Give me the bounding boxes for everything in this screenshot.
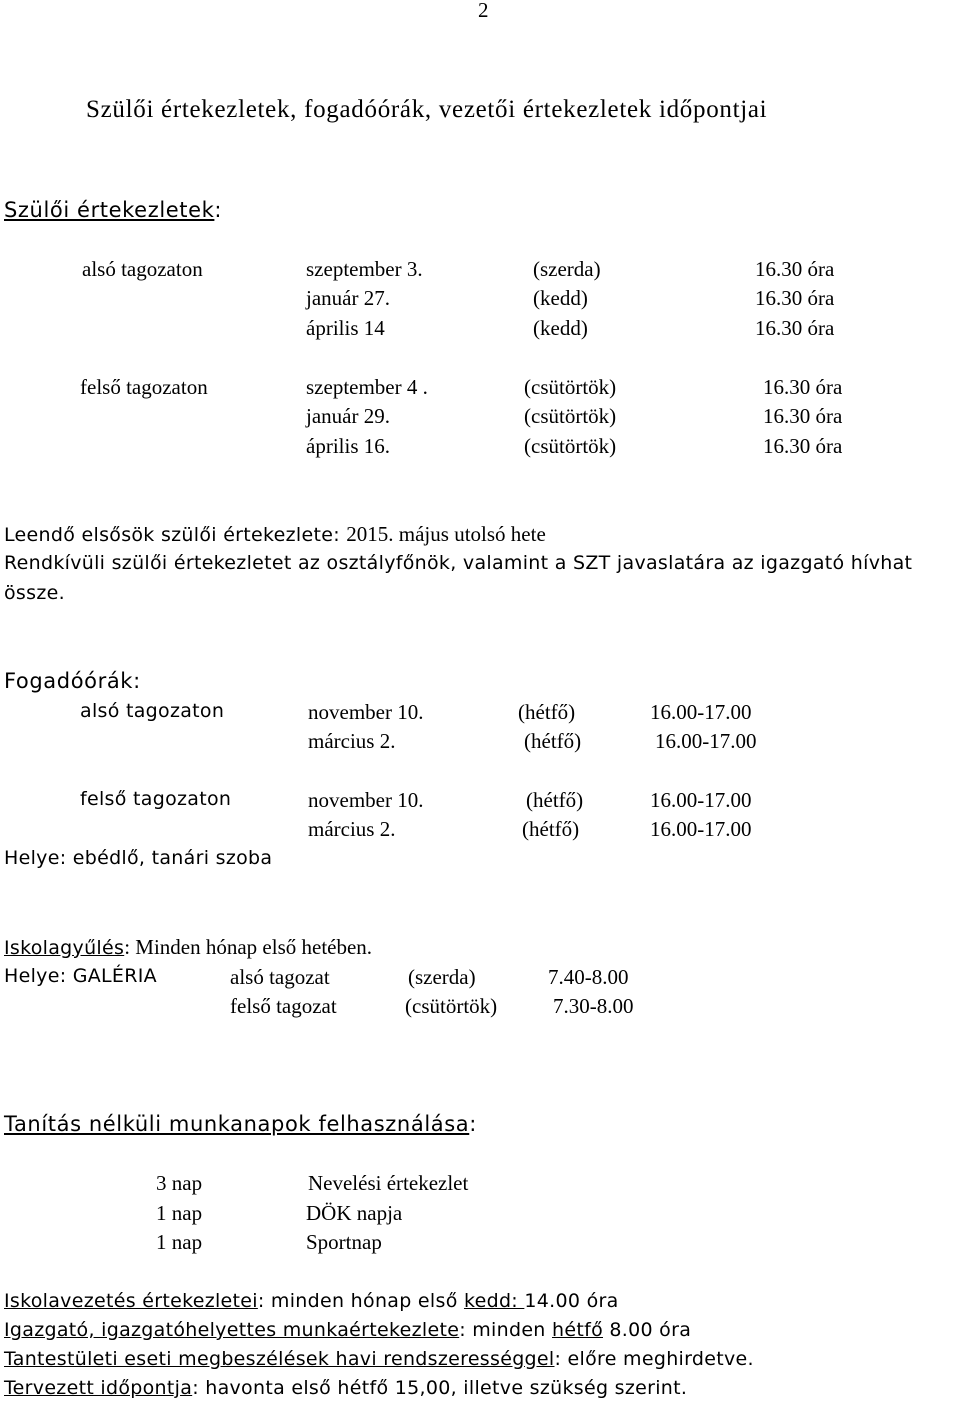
non-teaching-heading xyxy=(4,1114,477,1135)
parent-lower-date-3: április 14 xyxy=(306,316,385,340)
office-lower-time-1: 16.00-17.00 xyxy=(650,700,752,724)
parent-lower-day-3: (kedd) xyxy=(533,316,588,340)
parent-upper-day-2: (csütörtök) xyxy=(524,404,617,428)
assembly-time-1: 7.40-8.00 xyxy=(548,965,629,989)
parent-lower-time-3: 16.30 óra xyxy=(755,316,835,340)
management-text2-2: 8.00 óra xyxy=(603,1319,692,1341)
parent-lower-day-1: (szerda) xyxy=(533,257,601,281)
management-label-3: Tantestületi eseti megbeszélések havi rendszerességgel xyxy=(4,1348,555,1370)
assembly-group-2: felső tagozat xyxy=(230,994,337,1018)
non-teaching-count-2: 1 nap xyxy=(156,1201,203,1225)
management-line-2 xyxy=(4,1321,691,1340)
assembly-day-2: (csütörtök) xyxy=(405,994,498,1018)
parent-upper-date-1: szeptember 4 . xyxy=(306,375,428,399)
parent-upper-date-2: január 29. xyxy=(306,404,390,428)
office-upper-label: felső tagozaton xyxy=(80,788,232,810)
office-upper-date-1: november 10. xyxy=(308,788,424,812)
management-text-1: : minden hónap első xyxy=(257,1290,464,1312)
management-label-4: Tervezett időpontja xyxy=(4,1377,193,1399)
office-upper-time-1: 16.00-17.00 xyxy=(650,788,752,812)
non-teaching-count-3: 1 nap xyxy=(156,1230,203,1254)
office-lower-label: alsó tagozaton xyxy=(80,700,225,722)
non-teaching-heading-colon: : xyxy=(469,1112,477,1136)
management-label-2: Igazgató, igazgatóhelyettes munkaértekezlete xyxy=(4,1319,460,1341)
management-text2-1: 14.00 óra xyxy=(524,1290,619,1312)
page-number: 2 xyxy=(478,0,489,22)
assembly-line xyxy=(4,937,372,958)
assembly-group-1: alsó tagozat xyxy=(230,965,330,989)
management-line-3 xyxy=(4,1350,754,1369)
office-hours-heading xyxy=(4,671,141,692)
parent-meetings-heading-text: Szülői értekezletek xyxy=(4,198,215,222)
parent-upper-time-1: 16.30 óra xyxy=(763,375,843,399)
office-lower-date-1: november 10. xyxy=(308,700,424,724)
parent-lower-date-2: január 27. xyxy=(306,286,390,310)
assembly-time-2: 7.30-8.00 xyxy=(553,994,634,1018)
parent-meetings-heading xyxy=(4,200,222,221)
management-label-1: Iskolavezetés értekezletei xyxy=(4,1290,258,1312)
assembly-text: : Minden hónap első hetében. xyxy=(124,935,373,959)
assembly-place: Helye: GALÉRIA xyxy=(4,965,157,987)
extraordinary-meeting-line-2: össze. xyxy=(4,582,65,604)
non-teaching-name-2: DÖK napja xyxy=(306,1201,403,1225)
office-lower-date-2: március 2. xyxy=(308,729,396,753)
management-text-4: : havonta első hétfő 15,00, illetve szükség szerint. xyxy=(192,1377,688,1399)
parent-lower-time-1: 16.30 óra xyxy=(755,257,835,281)
office-lower-time-2: 16.00-17.00 xyxy=(655,729,757,753)
non-teaching-heading-text: Tanítás nélküli munkanapok felhasználása xyxy=(4,1112,470,1136)
parent-upper-day-3: (csütörtök) xyxy=(524,434,617,458)
parent-upper-day-1: (csütörtök) xyxy=(524,375,617,399)
parent-lower-date-1: szeptember 3. xyxy=(306,257,423,281)
office-hours-heading-colon: : xyxy=(133,669,141,693)
parent-upper-time-2: 16.30 óra xyxy=(763,404,843,428)
parent-lower-time-2: 16.30 óra xyxy=(755,286,835,310)
management-line-4 xyxy=(4,1379,687,1398)
management-text-3: : előre meghirdetve. xyxy=(554,1348,754,1370)
office-lower-day-2: (hétfő) xyxy=(524,729,582,753)
office-upper-day-2: (hétfő) xyxy=(522,817,580,841)
assembly-heading: Iskolagyűlés xyxy=(4,937,125,959)
assembly-day-1: (szerda) xyxy=(408,965,476,989)
non-teaching-name-3: Sportnap xyxy=(306,1230,382,1254)
management-label2-2: hétfő xyxy=(552,1319,603,1341)
future-first-graders-date: 2015. május utolsó hete xyxy=(346,522,546,546)
future-first-graders-note xyxy=(4,524,546,545)
office-lower-day-1: (hétfő) xyxy=(518,700,576,724)
management-line-1 xyxy=(4,1292,619,1311)
parent-meetings-heading-colon: : xyxy=(214,198,223,222)
future-first-graders-label: Leendő elsősök szülői értekezlete: xyxy=(4,524,347,546)
parent-upper-date-3: április 16. xyxy=(306,434,390,458)
office-hours-heading-text: Fogadóórák xyxy=(4,669,134,693)
non-teaching-count-1: 3 nap xyxy=(156,1171,203,1195)
non-teaching-name-1: Nevelési értekezlet xyxy=(308,1171,469,1195)
parent-lower-day-2: (kedd) xyxy=(533,286,588,310)
management-text-2: : minden xyxy=(459,1319,552,1341)
management-label2-1: kedd: xyxy=(463,1290,525,1312)
office-upper-time-2: 16.00-17.00 xyxy=(650,817,752,841)
parent-lower-label: alsó tagozaton xyxy=(82,257,203,281)
page-title: Szülői értekezletek, fogadóórák, vezetői értekezletek időpontjai xyxy=(86,96,768,123)
parent-upper-time-3: 16.30 óra xyxy=(763,434,843,458)
extraordinary-meeting-line-1: Rendkívüli szülői értekezletet az osztályfőnök, valamint a SZT javaslatára az igazgató hívhat xyxy=(4,552,913,574)
parent-upper-label: felső tagozaton xyxy=(80,375,208,399)
office-upper-day-1: (hétfő) xyxy=(526,788,584,812)
office-upper-date-2: március 2. xyxy=(308,817,396,841)
office-hours-place: Helye: ebédlő, tanári szoba xyxy=(4,847,273,869)
